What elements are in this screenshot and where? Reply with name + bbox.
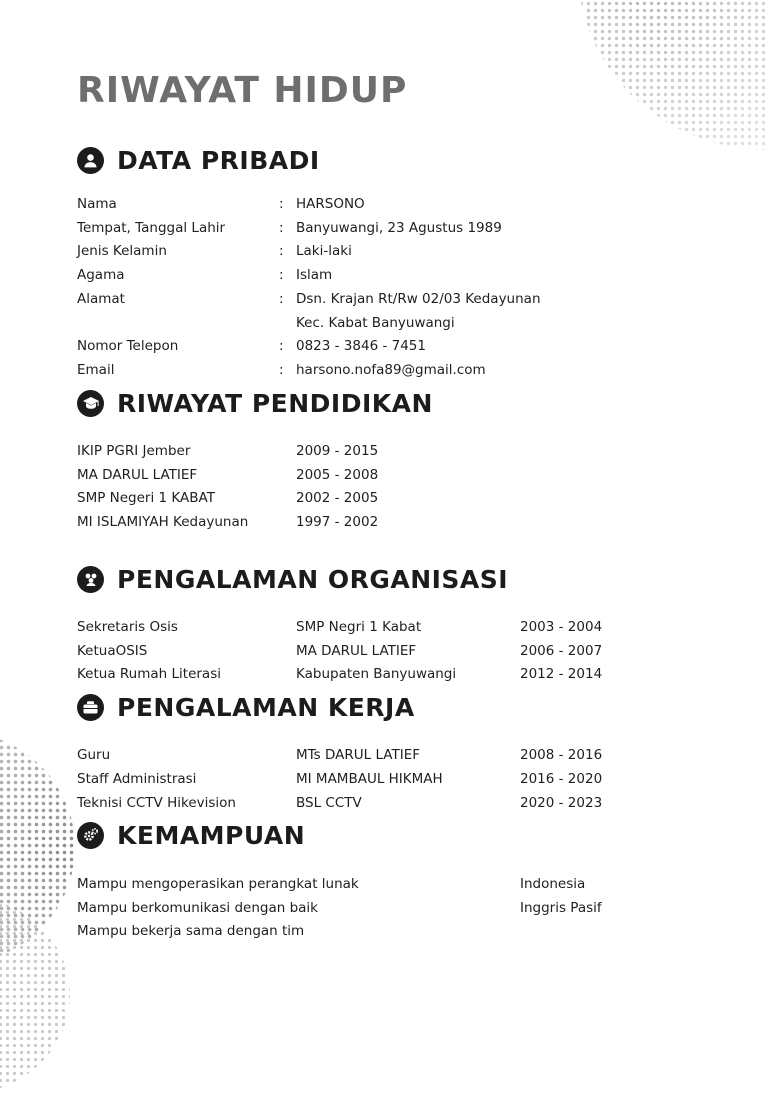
data-row-nama (77, 192, 697, 216)
school-name: SMP Negeri 1 KABAT (77, 490, 215, 506)
data-row-email (77, 358, 697, 382)
data-separator: : (279, 267, 284, 283)
organization-row (77, 639, 697, 663)
organization-years: 2012 - 2014 (520, 666, 603, 682)
data-separator: : (279, 362, 284, 378)
skill-text: Mampu mengoperasikan perangkat lunak (77, 876, 359, 892)
language-text: Inggris Pasif (520, 900, 602, 916)
work-row (77, 791, 697, 815)
section-header-data-pribadi (77, 145, 320, 175)
data-row-ttl (77, 216, 697, 240)
data-row-jenis-kelamin (77, 239, 697, 263)
data-value: HARSONO (296, 196, 365, 212)
section-title-data-pribadi: DATA PRIBADI (117, 145, 320, 175)
organization-years: 2006 - 2007 (520, 643, 603, 659)
skill-row (77, 872, 697, 896)
school-years: 2002 - 2005 (296, 490, 379, 506)
dotted-circle-decoration-top-right (578, 0, 768, 150)
work-place: MI MAMBAUL HIKMAH (296, 771, 443, 787)
skill-row (77, 896, 697, 920)
data-label: Nomor Telepon (77, 338, 179, 354)
data-row-telepon (77, 334, 697, 358)
school-years: 1997 - 2002 (296, 514, 379, 530)
section-header-pendidikan (77, 388, 433, 418)
work-row (77, 743, 697, 767)
school-years: 2005 - 2008 (296, 467, 379, 483)
data-label: Email (77, 362, 115, 378)
education-row (77, 486, 697, 510)
section-title-kerja: PENGALAMAN KERJA (117, 692, 415, 722)
group-icon (77, 566, 104, 593)
work-place: MTs DARUL LATIEF (296, 747, 420, 763)
organization-row (77, 615, 697, 639)
data-separator: : (279, 220, 284, 236)
organization-years: 2003 - 2004 (520, 619, 603, 635)
data-value: harsono.nofa89@gmail.com (296, 362, 486, 378)
data-value: Dsn. Krajan Rt/Rw 02/03 Kedayunan (296, 291, 541, 307)
work-years: 2016 - 2020 (520, 771, 603, 787)
organization-role: Sekretaris Osis (77, 619, 178, 635)
data-label: Nama (77, 196, 117, 212)
dotted-circle-decoration-bottom-left (0, 730, 75, 965)
data-value: Laki-laki (296, 243, 352, 259)
work-place: BSL CCTV (296, 795, 362, 811)
school-years: 2009 - 2015 (296, 443, 379, 459)
education-row (77, 510, 697, 534)
school-name: MA DARUL LATIEF (77, 467, 198, 483)
data-row-agama (77, 263, 697, 287)
education-row (77, 463, 697, 487)
data-value: Banyuwangi, 23 Agustus 1989 (296, 220, 502, 236)
data-label: Tempat, Tanggal Lahir (77, 220, 226, 236)
data-separator: : (279, 338, 284, 354)
data-value: 0823 - 3846 - 7451 (296, 338, 426, 354)
skill-row (77, 919, 697, 943)
organization-row (77, 662, 697, 686)
skill-text: Mampu berkomunikasi dengan baik (77, 900, 318, 916)
person-icon (77, 147, 104, 174)
school-name: MI ISLAMIYAH Kedayunan (77, 514, 249, 530)
section-header-organisasi (77, 564, 508, 594)
page-title: RIWAYAT HIDUP (77, 70, 408, 111)
section-header-kemampuan (77, 820, 305, 850)
graduation-cap-icon (77, 390, 104, 417)
data-separator: : (279, 196, 284, 212)
work-years: 2020 - 2023 (520, 795, 603, 811)
section-header-kerja (77, 692, 415, 722)
language-text: Indonesia (520, 876, 586, 892)
school-name: IKIP PGRI Jember (77, 443, 191, 459)
section-title-kemampuan: KEMAMPUAN (117, 820, 306, 850)
briefcase-icon (77, 694, 104, 721)
section-title-organisasi: PENGALAMAN ORGANISASI (117, 564, 509, 594)
organization-role: KetuaOSIS (77, 643, 148, 659)
organization-place: MA DARUL LATIEF (296, 643, 417, 659)
data-label: Jenis Kelamin (77, 243, 167, 259)
data-value: Islam (296, 267, 333, 283)
work-role: Guru (77, 747, 111, 763)
work-years: 2008 - 2016 (520, 747, 603, 763)
data-separator: : (279, 243, 284, 259)
work-role: Staff Administrasi (77, 771, 197, 787)
skill-text: Mampu bekerja sama dengan tim (77, 923, 305, 939)
data-row-alamat (77, 287, 697, 311)
data-label: Agama (77, 267, 125, 283)
data-separator: : (279, 291, 284, 307)
gears-icon (77, 822, 104, 849)
work-row (77, 767, 697, 791)
education-row (77, 439, 697, 463)
organization-place: Kabupaten Banyuwangi (296, 666, 457, 682)
organization-role: Ketua Rumah Literasi (77, 666, 221, 682)
work-role: Teknisi CCTV Hikevision (77, 795, 236, 811)
organization-place: SMP Negri 1 Kabat (296, 619, 422, 635)
section-title-pendidikan: RIWAYAT PENDIDIKAN (117, 388, 433, 418)
data-value: Kec. Kabat Banyuwangi (296, 315, 455, 331)
dotted-circle-decoration-bottom-left-light (0, 895, 70, 1095)
data-label: Alamat (77, 291, 125, 307)
data-row-alamat-line2 (77, 311, 697, 335)
